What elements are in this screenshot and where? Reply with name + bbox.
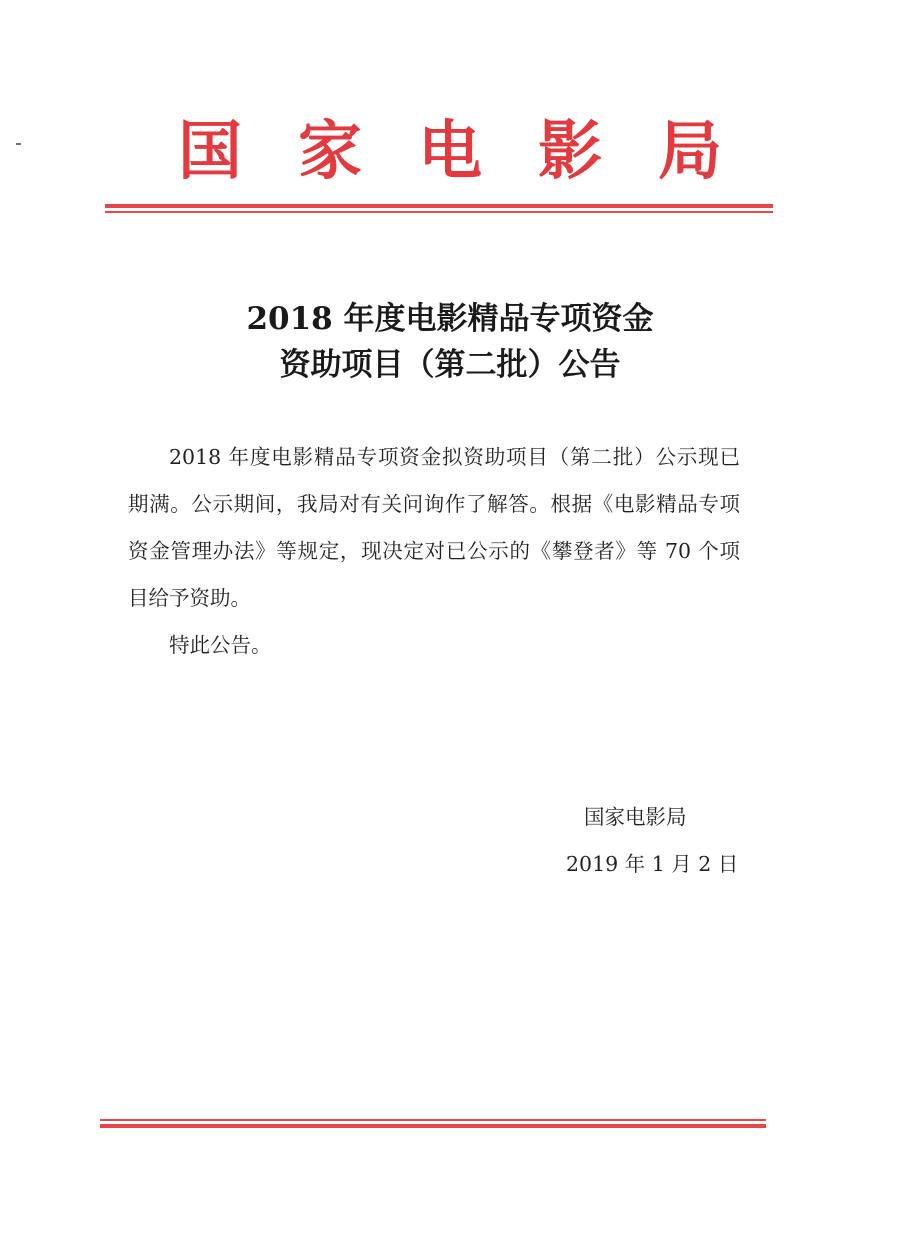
signature-organization: 国家电影局 <box>584 805 687 829</box>
letterhead <box>0 112 900 192</box>
title-line-1: 2018 年度电影精品专项资金 <box>246 301 654 337</box>
signature-date: 2019 年 1 月 2 日 <box>566 852 739 876</box>
body-paragraph: 特此公告。 <box>169 633 272 657</box>
agency-name: 国家电影局 <box>178 114 778 189</box>
body-paragraph: 2018 年度电影精品专项资金拟资助项目（第二批）公示现已期满。公示期间，我局对有关问询作了解答。根据《电影精品专项资金管理办法》等规定，现决定对已公示的《攀登者》等 70 个项目给予资助。 <box>128 445 740 610</box>
footer-rule-thin <box>100 1119 766 1121</box>
letterhead-rule-thick <box>105 204 773 208</box>
document-body <box>128 434 740 669</box>
title-line-2: 资助项目（第二批）公告 <box>279 347 621 383</box>
scan-speck <box>16 143 21 145</box>
document-title <box>0 296 900 388</box>
letterhead-rule-thin <box>105 211 773 213</box>
footer-rule-thick <box>100 1124 766 1128</box>
